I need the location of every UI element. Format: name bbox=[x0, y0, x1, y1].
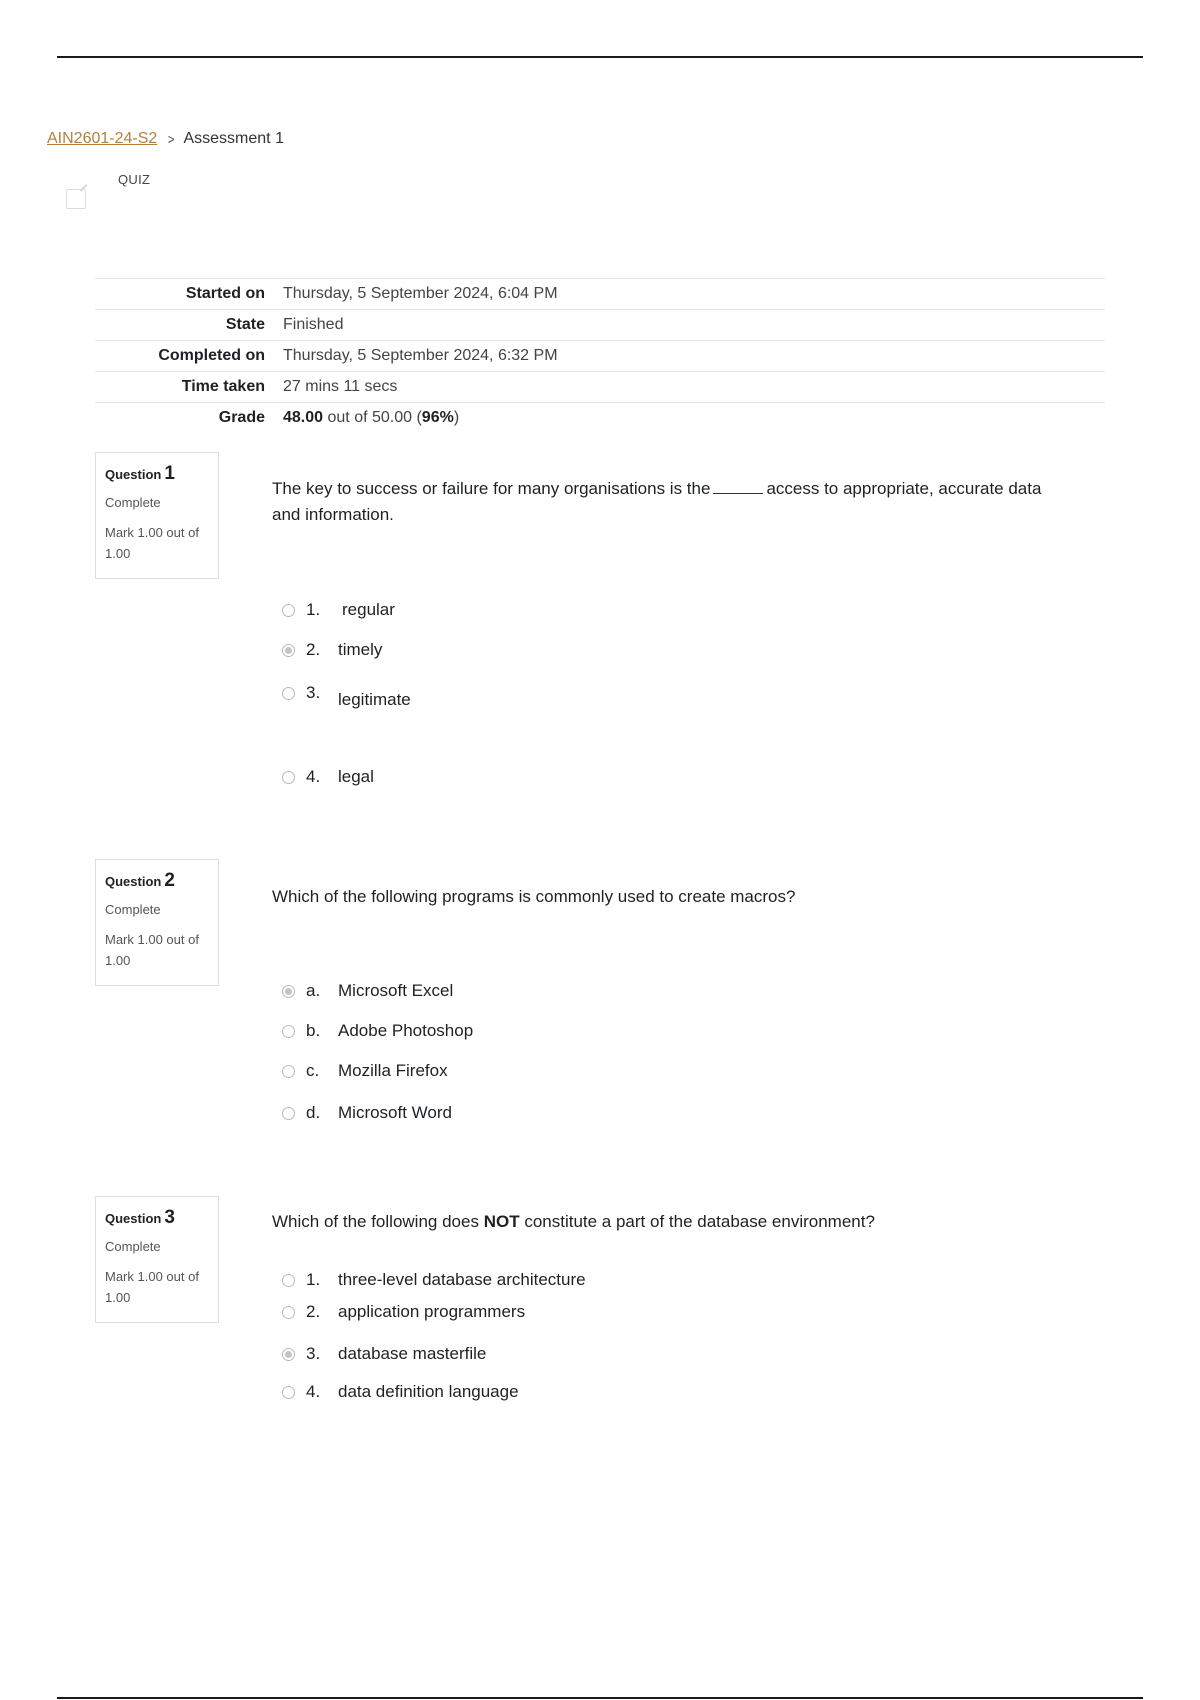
question-info-1 bbox=[95, 452, 219, 579]
activity-type-label: QUIZ bbox=[118, 172, 151, 187]
page-top-rule bbox=[57, 56, 1143, 58]
answer-option[interactable]: 4. data definition language bbox=[282, 1382, 519, 1402]
summary-label: Grade bbox=[218, 409, 265, 426]
breadcrumb-course-link[interactable]: AIN2601-24-S2 bbox=[47, 130, 158, 147]
answer-option[interactable]: b. Adobe Photoshop bbox=[282, 1021, 473, 1041]
answer-option[interactable]: 3. legitimate bbox=[282, 683, 411, 703]
question-number: Question 1 bbox=[105, 463, 175, 484]
answer-option[interactable]: d. Microsoft Word bbox=[282, 1103, 452, 1123]
summary-value: Thursday, 5 September 2024, 6:04 PM bbox=[283, 285, 558, 302]
breadcrumb bbox=[47, 130, 284, 148]
radio-button-selected[interactable] bbox=[282, 644, 295, 657]
answer-option[interactable]: 3. database masterfile bbox=[282, 1344, 486, 1364]
radio-button[interactable] bbox=[282, 1386, 295, 1399]
summary-value: Finished bbox=[283, 316, 344, 333]
question-info-2 bbox=[95, 859, 219, 986]
summary-row bbox=[95, 403, 1105, 434]
emphasis-text: NOT bbox=[483, 1212, 520, 1231]
answer-option[interactable]: 2. application programmers bbox=[282, 1302, 525, 1322]
question-text-1: The key to success or failure for many organisations is the access to appropriate, accurate data and information. bbox=[272, 479, 1042, 524]
answer-option[interactable]: 1. three-level database architecture bbox=[282, 1270, 586, 1290]
question-state: Complete bbox=[105, 1239, 161, 1254]
attempt-summary-table bbox=[95, 278, 1105, 433]
summary-row bbox=[95, 279, 1105, 310]
grade-percent: 96% bbox=[421, 409, 454, 426]
radio-button-selected[interactable] bbox=[282, 985, 295, 998]
summary-value: 27 mins 11 secs bbox=[283, 378, 398, 395]
summary-row bbox=[95, 310, 1105, 341]
summary-value: Thursday, 5 September 2024, 6:32 PM bbox=[283, 347, 558, 364]
question-state: Complete bbox=[105, 495, 161, 510]
grade-out-of: out of 50.00 bbox=[327, 409, 413, 426]
answer-option[interactable]: 2. timely bbox=[282, 640, 382, 660]
question-state: Complete bbox=[105, 902, 161, 917]
fill-blank bbox=[713, 478, 763, 494]
grade-score: 48.00 bbox=[283, 409, 324, 426]
question-text-2: Which of the following programs is commonly used to create macros? bbox=[272, 887, 796, 906]
question-info-3 bbox=[95, 1196, 219, 1323]
question-number: Question 2 bbox=[105, 870, 175, 891]
question-mark: Mark 1.00 out of 1.00 bbox=[105, 1269, 199, 1305]
question-mark: Mark 1.00 out of 1.00 bbox=[105, 525, 199, 561]
radio-button-selected[interactable] bbox=[282, 1348, 295, 1361]
question-text-3: Which of the following does NOT constitute a part of the database environment? bbox=[272, 1212, 875, 1231]
answer-option[interactable]: 4. legal bbox=[282, 767, 374, 787]
radio-button[interactable] bbox=[282, 771, 295, 784]
quiz-edit-icon bbox=[66, 189, 86, 209]
summary-row bbox=[95, 372, 1105, 403]
chevron-right-icon: > bbox=[168, 131, 175, 147]
radio-button[interactable] bbox=[282, 1274, 295, 1287]
summary-label: Started on bbox=[185, 285, 265, 302]
summary-row bbox=[95, 341, 1105, 372]
answer-option[interactable]: 1. regular bbox=[282, 600, 395, 620]
grade-value: 48.00 out of 50.00 (96%) bbox=[283, 409, 460, 426]
page-bottom-rule bbox=[57, 1697, 1143, 1699]
radio-button[interactable] bbox=[282, 1107, 295, 1120]
summary-label: Completed on bbox=[158, 347, 265, 364]
breadcrumb-current: Assessment 1 bbox=[183, 130, 284, 147]
radio-button[interactable] bbox=[282, 1306, 295, 1319]
answer-option[interactable]: a. Microsoft Excel bbox=[282, 981, 453, 1001]
question-number: Question 3 bbox=[105, 1207, 175, 1228]
summary-label: State bbox=[225, 316, 265, 333]
radio-button[interactable] bbox=[282, 604, 295, 617]
summary-label: Time taken bbox=[181, 378, 265, 395]
answer-option[interactable]: c. Mozilla Firefox bbox=[282, 1061, 448, 1081]
radio-button[interactable] bbox=[282, 687, 295, 700]
radio-button[interactable] bbox=[282, 1065, 295, 1078]
radio-button[interactable] bbox=[282, 1025, 295, 1038]
question-mark: Mark 1.00 out of 1.00 bbox=[105, 932, 199, 968]
